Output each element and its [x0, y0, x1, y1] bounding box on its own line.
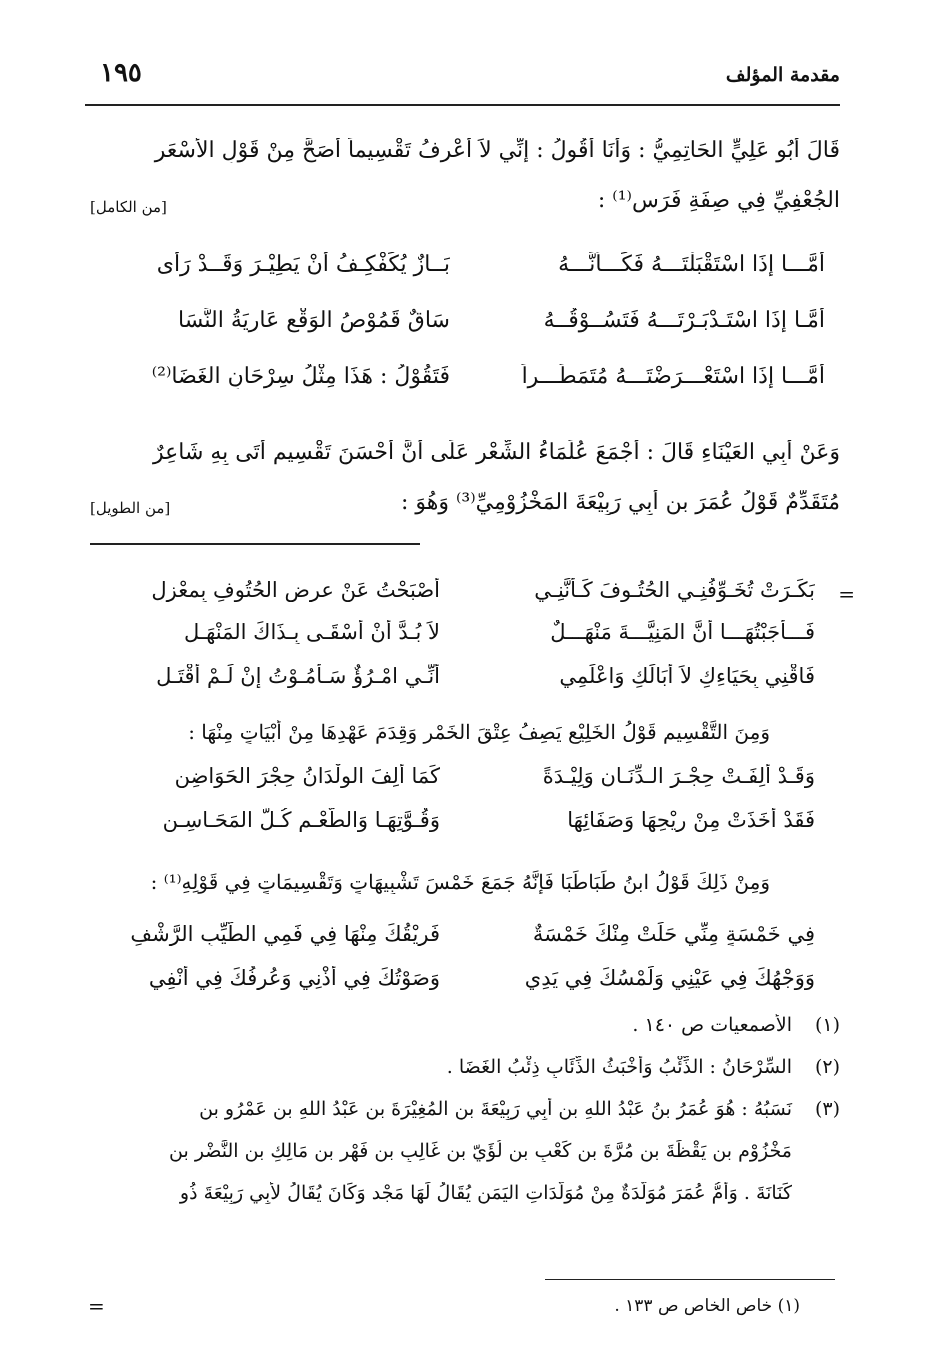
- hemistich-right: وَقَـدْ أَلِفَـتْ حِجْـرَ الـدِّنَـانِ وَلِيْـدَةً: [542, 764, 815, 788]
- intro-line-2: الجُعْفِيِّ فِي صِفَةِ فَرَسٍ⁽¹⁾ :: [597, 188, 840, 213]
- footnote-number: (٣): [814, 1098, 840, 1120]
- hemistich-left: فَتَقُوْلُ : هَذَا مِثْلُ سِرْحَانِ الغَضَا⁽²⁾: [151, 364, 450, 389]
- hemistich-left: بَــازٌ يُكَفْكِـفُ أَنْ يَطِيْـرَ وَقَــدْ رَأَى: [156, 252, 450, 277]
- tabataba-intro: وَمِنْ ذَلِكَ قَوْلُ ابنُ طَبَاطَبَا فَإِنَّهُ جَمَعَ خَمْسَ تَشْبِيهَاتٍ وَتَقْسِيمَاتٍ فِي قَوْلِهِ⁽¹⁾ :: [150, 870, 770, 894]
- intro-line-1: قَالَ أَبُو عَلِيٍّ الحَاتِمِيُّ : وَأَنَا أَقُولُ : إِنِّي لاَ أَعْرِفُ تَقْسِيماً أَصَحَّ مِنْ قَوْلِ الأَسْعَرِ: [154, 138, 840, 163]
- abul-aynaa-line-2: مُتَقَدِّمٌ قَوْلُ عُمَرَ بن أَبِي رَبِيْعَةَ المَخْزُوْمِيِّ⁽³⁾ وَهُوَ :: [400, 490, 840, 515]
- hemistich-right: فِي خَمْسَةٍ مِنِّي حَلَتْ مِنْكَ خَمْسَةٌ: [532, 922, 815, 946]
- hemistich-left: فَرِيْقُكَ مِنْهَا فِي فَمِي الطَّيِّبِ الرَّشْفِ: [130, 922, 440, 946]
- verse-row: [100, 308, 825, 348]
- footnote-divider: [545, 1279, 835, 1280]
- hemistich-left: سَاقٌ قَمُوْصُ الوَقْعِ عَارِيَةُ النَّسَا: [178, 308, 450, 333]
- hemistich-left: وَقُـوَّتِهَـا وَالطَّعْـمِ كُـلَّ المَحَـاسِـنِ: [162, 808, 440, 832]
- verse-row: [120, 620, 815, 656]
- footnote-text: السِّرْحَانُ : الذِّئْبُ وَأَخْبَثُ الذِّئَابِ ذِئْبُ الغَضَا .: [446, 1056, 792, 1078]
- verse-row: [120, 922, 815, 958]
- hemistich-left: أَصْبَحْتُ عَنْ عرضِ الحُتُوفِ بِمعْزِلِ: [151, 578, 440, 602]
- abul-aynaa-line-1: وَعَنْ أَبِي العَيْنَاءِ قَالَ : أَجْمَعَ عُلَمَاءُ الشِّعْرِ عَلَى أَنَّ أَحْسَنَ تَقْسِيمٍ أَتَى بِهِ شَاعِرٌ: [152, 440, 840, 465]
- page-number: ١٩٥: [100, 58, 142, 88]
- verse-row: [100, 364, 825, 404]
- footnote: [90, 1098, 840, 1120]
- footnote-continuation: مَخْزُوْمِ بن يَقْظَةَ بن مُرَّةَ بن كَعْبِ بن لُؤَيّ بن غَالِبِ بن فَهْرِ بن مَالِكِ بن النَّضْرِ بن: [169, 1140, 792, 1162]
- footnote-continuation: كَنَانَةَ . وَأُمُّ عُمَرَ مُوَلَّدَةٌ مِنْ مُوَلَّدَاتِ اليَمَنِ يُقَالُ لَهَا مَجْد وَكَانَ يُقَالُ لأَبِي رَبِيْعَةَ ذُو: [179, 1182, 792, 1204]
- hemistich-left: وَصَوْتُكَ فِي أُذْنِي وَعُرفُكَ فِي أُنْفِي: [148, 966, 440, 990]
- hemistich-right: فَقَدْ أَخَذَتْ مِنْ رِيْحِهَا وَصَفَائِهَا: [567, 808, 815, 832]
- running-header-title: مقدمة المؤلف: [725, 64, 840, 86]
- verse-row: [120, 664, 815, 700]
- hemistich-right: فَاقْنِي بِحَيَاءِكِ لاَ أَبَالَكِ وَاعْلَمِي: [559, 664, 815, 688]
- hemistich-right: بَكَـرَتْ تُخَـوِّفُنِـي الحُتُـوفَ كَـأَنَّنِـي: [534, 578, 815, 602]
- bottom-continuation-mark: =: [88, 1294, 105, 1318]
- hemistich-right: أَمَّـــا إِذَا اسْتَقْبَلْتَـــهُ فَكَـــأَنَّـــهُ: [558, 252, 825, 277]
- hemistich-left: أَنِّـي امْـرُؤٌ سَـأَمُـوْتُ إِنْ لَـمْ أُقْتَـلِ: [156, 664, 440, 688]
- verse-row: [120, 808, 815, 844]
- hemistich-right: وَوَجْهُكَ فِي عَيْنِي وَلَمْسُكَ فِي يَدِي: [524, 966, 815, 990]
- footnote-text: نَسَبُهُ : هُوَ عُمَرُ بنُ عَبْدُ اللهِ بن أَبِي رَبِيْعَةَ بن المُغِيْرَةَ بن عَبْدُ اللهِ بن عَمْرُو بن: [199, 1098, 792, 1120]
- footnote-number: (٢): [814, 1056, 840, 1078]
- bottom-footnote: (١) خاص الخاص ص ١٣٣ .: [614, 1296, 800, 1316]
- footnote: [90, 1014, 840, 1036]
- meter-label-kamil: [من الكامل]: [90, 198, 167, 216]
- verse-row: [120, 578, 815, 614]
- verse-row: [120, 764, 815, 800]
- continuation-mark: =: [838, 582, 855, 606]
- hemistich-right: أَمَّـا إِذَا اسْتَـدْبَـرْتَـــهُ فَتَسُــوْقُــهُ: [543, 308, 825, 333]
- hemistich-left: كَمَا أَلِفَ الوِلْدَانُ حِجْرَ الحَوَاضِنِ: [174, 764, 440, 788]
- khaleea-intro: وَمِنَ التَّقْسِيمِ قَوْلُ الخَلِيْعِ يَصِفُ عِتْقَ الخَمْرِ وَقِدَمَ عَهْدِهَا مِنْ أَبْيَاتٍ مِنْهَا :: [188, 720, 770, 744]
- verse-row: [120, 966, 815, 1002]
- verse-row: [100, 252, 825, 292]
- section-divider: [90, 543, 420, 545]
- meter-label-tawil: [من الطويل]: [90, 499, 171, 517]
- footnote: [90, 1056, 840, 1078]
- hemistich-right: أَمَّـــا إِذَا اسْتَعْـــرَضْتَـــهُ مُتَمَطِّـــراً: [521, 364, 825, 389]
- hemistich-right: فَـــأَجَبْتُهَـــا أَنَّ المَنِيَّـــةَ مَنْهَـــلٌ: [550, 620, 815, 644]
- footnote-text: الأصمعيات ص ١٤٠ .: [632, 1014, 792, 1036]
- header-divider: [85, 104, 840, 106]
- footnote-number: (١): [814, 1014, 840, 1036]
- hemistich-left: لاَ بُـدَّ أَنْ أُسْقَـى بِـذَاكَ المَنْهَـلِ: [184, 620, 440, 644]
